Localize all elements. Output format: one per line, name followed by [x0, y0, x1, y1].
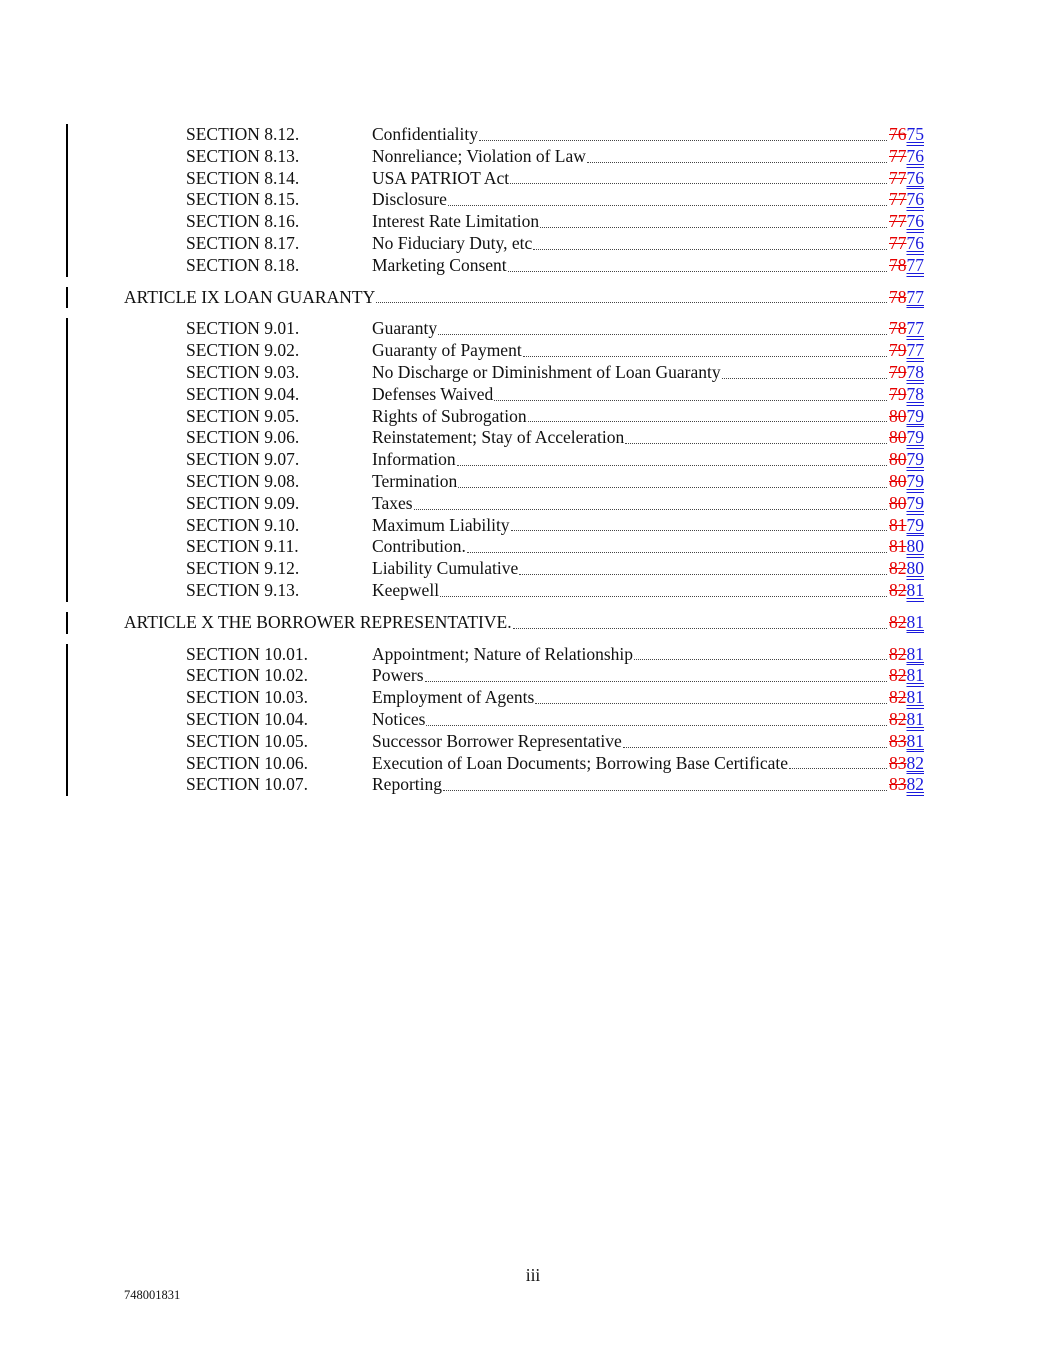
toc-section-entry[interactable]	[0, 774, 1055, 796]
section-number: SECTION 9.07.	[186, 449, 300, 470]
deleted-page-number: 77	[889, 167, 907, 188]
dot-leader	[414, 509, 887, 510]
section-title: Taxes	[372, 492, 413, 513]
deleted-page-number: 81	[889, 536, 907, 557]
section-title: Termination	[372, 470, 458, 491]
deleted-page-number: 82	[889, 708, 907, 729]
deleted-page-number: 77	[889, 189, 907, 210]
toc-section-entry[interactable]	[0, 665, 1055, 687]
section-number: SECTION 8.14.	[186, 167, 300, 188]
page-reference	[889, 168, 924, 190]
inserted-page-number[interactable]: 81	[906, 708, 924, 729]
article-title: ARTICLE IX LOAN GUARANTY	[124, 286, 376, 307]
inserted-page-number[interactable]: 81	[906, 730, 924, 751]
deleted-page-number: 82	[889, 579, 907, 600]
section-number: SECTION 9.02.	[186, 340, 300, 361]
toc-section-entry[interactable]	[0, 168, 1055, 190]
toc-section-entry[interactable]	[0, 558, 1055, 580]
toc-section-entry[interactable]	[0, 124, 1055, 146]
inserted-page-number[interactable]: 79	[906, 514, 924, 535]
deleted-page-number: 82	[889, 558, 907, 579]
page-reference	[889, 189, 924, 211]
inserted-page-number[interactable]: 78	[906, 361, 924, 382]
inserted-page-number[interactable]: 76	[906, 232, 924, 253]
inserted-page-number[interactable]: 79	[906, 427, 924, 448]
deleted-page-number: 78	[889, 318, 907, 339]
dot-leader	[458, 487, 887, 488]
dot-leader	[457, 465, 887, 466]
section-number: SECTION 9.08.	[186, 470, 300, 491]
inserted-page-number[interactable]: 77	[906, 318, 924, 339]
deleted-page-number: 83	[889, 752, 907, 773]
inserted-page-number[interactable]: 81	[906, 643, 924, 664]
section-number: SECTION 9.05.	[186, 405, 300, 426]
table-of-contents	[0, 124, 1055, 796]
section-title: Keepwell	[372, 579, 440, 600]
deleted-page-number: 81	[889, 514, 907, 535]
inserted-page-number[interactable]: 79	[906, 449, 924, 470]
page-number: iii	[525, 1265, 541, 1285]
dot-leader	[722, 378, 887, 379]
toc-section-entry[interactable]	[0, 644, 1055, 666]
section-number: SECTION 8.15.	[186, 189, 300, 210]
inserted-page-number[interactable]: 77	[906, 340, 924, 361]
toc-section-entry[interactable]	[0, 384, 1055, 406]
dot-leader	[535, 703, 887, 704]
section-title: Appointment; Nature of Relationship	[372, 643, 633, 664]
toc-section-entry[interactable]	[0, 318, 1055, 340]
article-title: ARTICLE X THE BORROWER REPRESENTATIVE.	[124, 611, 512, 632]
deleted-page-number: 82	[889, 611, 907, 632]
deleted-page-number: 79	[889, 361, 907, 382]
section-title: Contribution.	[372, 536, 466, 557]
page-reference	[889, 709, 924, 731]
deleted-page-number: 80	[889, 449, 907, 470]
dot-leader	[511, 530, 887, 531]
dot-leader	[523, 356, 887, 357]
dot-leader	[587, 162, 887, 163]
dot-leader	[448, 205, 887, 206]
deleted-page-number: 83	[889, 774, 907, 795]
deleted-page-number: 83	[889, 730, 907, 751]
toc-group	[0, 287, 1055, 309]
section-number: SECTION 8.13.	[186, 145, 300, 166]
deleted-page-number: 80	[889, 405, 907, 426]
dot-leader	[519, 574, 887, 575]
section-number: SECTION 10.05.	[186, 730, 309, 751]
page-reference	[889, 774, 924, 796]
section-number: SECTION 9.12.	[186, 558, 300, 579]
inserted-page-number[interactable]: 76	[906, 211, 924, 232]
section-number: SECTION 10.06.	[186, 752, 309, 773]
section-title: USA PATRIOT Act	[372, 167, 510, 188]
inserted-page-number[interactable]: 81	[906, 687, 924, 708]
section-number: SECTION 10.07.	[186, 774, 309, 795]
page-reference	[889, 580, 924, 602]
toc-section-entry[interactable]	[0, 427, 1055, 449]
dot-leader	[467, 552, 887, 553]
toc-article-entry[interactable]	[0, 287, 1055, 309]
toc-section-entry[interactable]	[0, 211, 1055, 233]
toc-group	[0, 612, 1055, 634]
document-id: 748001831	[124, 1288, 181, 1302]
section-title: Nonreliance; Violation of Law	[372, 145, 586, 166]
toc-group	[0, 124, 1055, 277]
toc-section-entry[interactable]	[0, 406, 1055, 428]
dot-leader	[540, 227, 887, 228]
section-title: Execution of Loan Documents; Borrowing Base Certificate	[372, 752, 788, 773]
page-reference	[889, 233, 924, 255]
toc-section-entry[interactable]	[0, 449, 1055, 471]
page-reference	[889, 146, 924, 168]
dot-leader	[440, 596, 887, 597]
inserted-page-number[interactable]: 79	[906, 470, 924, 491]
toc-section-entry[interactable]	[0, 362, 1055, 384]
dot-leader	[376, 302, 887, 303]
toc-section-entry[interactable]	[0, 536, 1055, 558]
dot-leader	[533, 249, 887, 250]
page-reference	[889, 558, 924, 580]
toc-section-entry[interactable]	[0, 255, 1055, 277]
dot-leader	[789, 768, 887, 769]
page-reference	[889, 287, 924, 309]
section-number: SECTION 9.06.	[186, 427, 300, 448]
section-title: Confidentiality	[372, 124, 478, 144]
deleted-page-number: 77	[889, 145, 907, 166]
deleted-page-number: 78	[889, 254, 907, 275]
section-title: Information	[372, 449, 456, 470]
page-reference	[889, 211, 924, 233]
deleted-page-number: 80	[889, 427, 907, 448]
dot-leader	[508, 271, 887, 272]
deleted-page-number: 80	[889, 492, 907, 513]
page-reference	[889, 665, 924, 687]
page-reference	[889, 536, 924, 558]
toc-section-entry[interactable]	[0, 709, 1055, 731]
toc-section-entry[interactable]	[0, 731, 1055, 753]
page-reference	[889, 612, 924, 634]
toc-section-entry[interactable]	[0, 515, 1055, 537]
inserted-page-number[interactable]: 79	[906, 492, 924, 513]
section-title: Guaranty	[372, 318, 438, 339]
toc-article-entry[interactable]	[0, 612, 1055, 634]
dot-leader	[528, 421, 887, 422]
inserted-page-number[interactable]: 82	[906, 752, 924, 773]
section-title: Notices	[372, 708, 426, 729]
dot-leader	[510, 183, 887, 184]
section-title: Liability Cumulative	[372, 558, 519, 579]
deleted-page-number: 78	[889, 286, 907, 307]
page-reference	[889, 406, 924, 428]
page-reference	[889, 731, 924, 753]
dot-leader	[625, 443, 887, 444]
section-number: SECTION 9.01.	[186, 318, 300, 339]
section-number: SECTION 8.18.	[186, 254, 300, 275]
inserted-page-number[interactable]: 77	[906, 254, 924, 275]
inserted-page-number[interactable]: 81	[906, 579, 924, 600]
section-title: No Discharge or Diminishment of Loan Guaranty	[372, 361, 721, 382]
inserted-page-number[interactable]: 80	[906, 536, 924, 557]
section-number: SECTION 10.01.	[186, 643, 309, 664]
page-reference	[889, 384, 924, 406]
page-reference	[889, 493, 924, 515]
section-number: SECTION 9.13.	[186, 579, 300, 600]
section-title: Rights of Subrogation	[372, 405, 527, 426]
toc-section-entry[interactable]	[0, 146, 1055, 168]
dot-leader	[513, 628, 887, 629]
inserted-page-number[interactable]: 76	[906, 145, 924, 166]
inserted-page-number[interactable]: 82	[906, 774, 924, 795]
section-title: Employment of Agents	[372, 687, 535, 708]
inserted-page-number[interactable]: 77	[906, 286, 924, 307]
dot-leader	[479, 140, 887, 141]
inserted-page-number[interactable]: 78	[906, 383, 924, 404]
page-reference	[889, 687, 924, 709]
page-reference	[889, 471, 924, 493]
deleted-page-number: 82	[889, 643, 907, 664]
section-number: SECTION 9.09.	[186, 492, 300, 513]
toc-section-entry[interactable]	[0, 580, 1055, 602]
dot-leader	[426, 725, 887, 726]
section-number: SECTION 9.04.	[186, 383, 300, 404]
section-number: SECTION 8.12.	[186, 124, 300, 144]
dot-leader	[425, 681, 887, 682]
deleted-page-number: 76	[889, 124, 907, 144]
dot-leader	[443, 790, 887, 791]
inserted-page-number[interactable]: 80	[906, 558, 924, 579]
dot-leader	[634, 659, 887, 660]
section-title: No Fiduciary Duty, etc	[372, 232, 533, 253]
page-reference	[889, 427, 924, 449]
toc-group	[0, 318, 1055, 601]
page-reference	[889, 255, 924, 277]
deleted-page-number: 77	[889, 232, 907, 253]
deleted-page-number: 79	[889, 340, 907, 361]
toc-section-entry[interactable]	[0, 753, 1055, 775]
section-title: Disclosure	[372, 189, 447, 210]
toc-section-entry[interactable]	[0, 471, 1055, 493]
section-title: Reinstatement; Stay of Acceleration	[372, 427, 625, 448]
section-number: SECTION 10.04.	[186, 708, 309, 729]
dot-leader	[623, 747, 887, 748]
toc-group	[0, 644, 1055, 797]
inserted-page-number[interactable]: 76	[906, 167, 924, 188]
deleted-page-number: 82	[889, 665, 907, 686]
inserted-page-number[interactable]: 79	[906, 405, 924, 426]
dot-leader	[494, 400, 887, 401]
toc-section-entry[interactable]	[0, 340, 1055, 362]
deleted-page-number: 82	[889, 687, 907, 708]
inserted-page-number[interactable]: 76	[906, 189, 924, 210]
inserted-page-number[interactable]: 75	[906, 124, 924, 144]
page-reference	[889, 318, 924, 340]
dot-leader	[438, 334, 887, 335]
section-title: Guaranty of Payment	[372, 340, 522, 361]
section-title: Maximum Liability	[372, 514, 510, 535]
section-number: SECTION 10.02.	[186, 665, 309, 686]
toc-section-entry[interactable]	[0, 687, 1055, 709]
section-number: SECTION 9.10.	[186, 514, 300, 535]
deleted-page-number: 79	[889, 383, 907, 404]
section-title: Successor Borrower Representative	[372, 730, 622, 751]
page-reference	[889, 753, 924, 775]
page-reference	[889, 340, 924, 362]
inserted-page-number[interactable]: 81	[906, 665, 924, 686]
section-title: Interest Rate Limitation	[372, 211, 540, 232]
deleted-page-number: 80	[889, 470, 907, 491]
page-reference	[889, 362, 924, 384]
toc-section-entry[interactable]	[0, 493, 1055, 515]
section-title: Reporting	[372, 774, 442, 795]
page-reference	[889, 515, 924, 537]
section-number: SECTION 8.16.	[186, 211, 300, 232]
section-number: SECTION 9.03.	[186, 361, 300, 382]
section-title: Marketing Consent	[372, 254, 507, 275]
section-number: SECTION 8.17.	[186, 232, 300, 253]
section-title: Defenses Waived	[372, 383, 494, 404]
section-title: Powers	[372, 665, 424, 686]
inserted-page-number[interactable]: 81	[906, 611, 924, 632]
section-number: SECTION 10.03.	[186, 687, 309, 708]
page-reference	[889, 449, 924, 471]
page-reference	[889, 644, 924, 666]
toc-section-entry[interactable]	[0, 189, 1055, 211]
deleted-page-number: 77	[889, 211, 907, 232]
toc-section-entry[interactable]	[0, 233, 1055, 255]
page-reference	[889, 124, 924, 146]
section-number: SECTION 9.11.	[186, 536, 299, 557]
